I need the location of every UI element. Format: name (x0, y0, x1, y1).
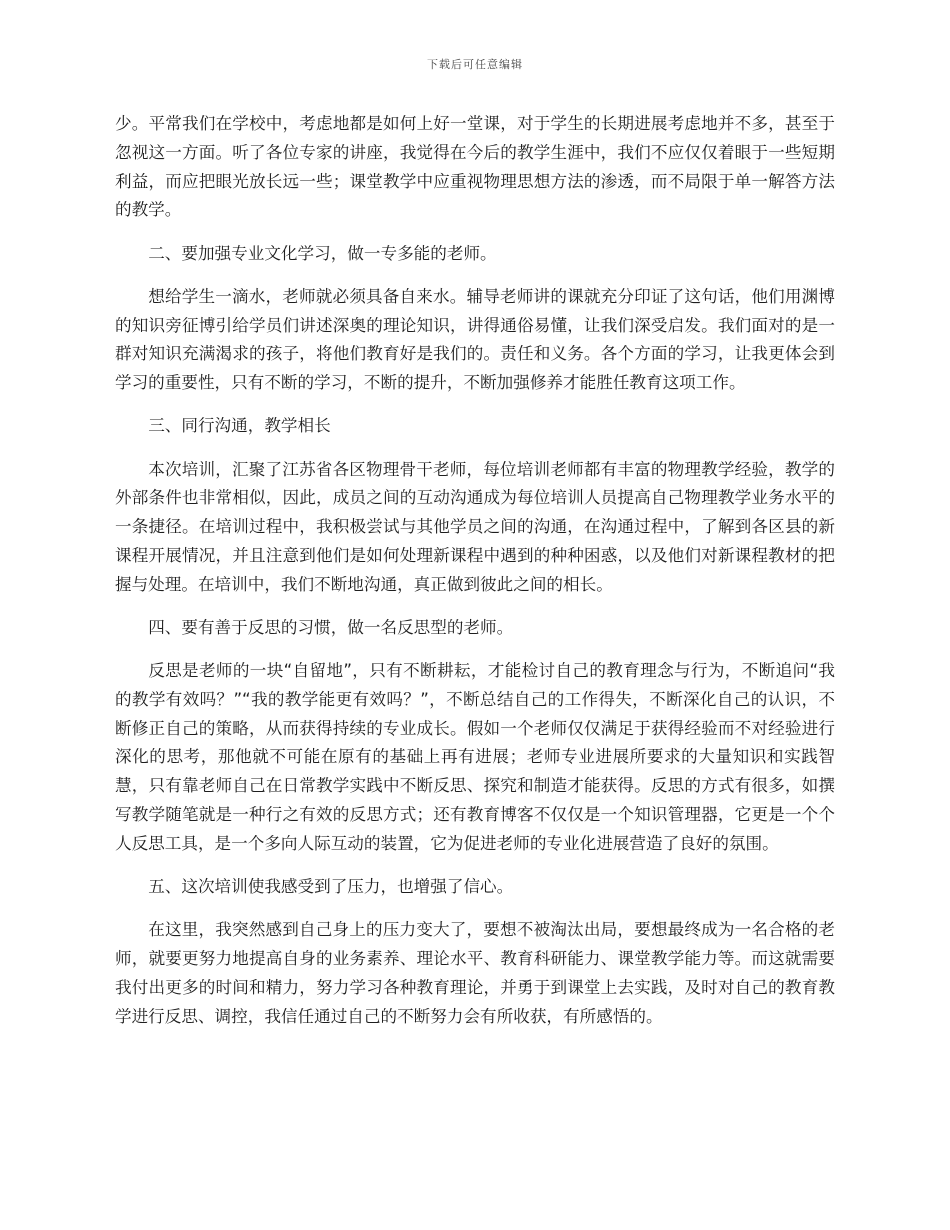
section-heading-4: 四、要有善于反思的习惯，做一名反思型的老师。 (148, 617, 514, 637)
document-body (115, 110, 835, 1046)
paragraph-peer-communication: 本次培训，汇聚了江苏省各区物理骨干老师，每位培训老师都有丰富的物理教学经验，教学的外部条件也非常相似，因此，成员之间的互动沟通成为每位培训人员提高自己物理教学业务水平的一条捷径。在培训过程中，我积极尝试与其他学员之间的沟通，在沟通过程中，了解到各区县的新课程开展情况，并且注意到他们是如何处理新课程中遇到的种种困惑，以及他们对新课程教材的把握与处理。在培训中，我们不断地沟通，真正做到彼此之间的相长。 (115, 459, 835, 594)
paragraph-pressure-confidence: 在这里，我突然感到自己身上的压力变大了，要想不被淘汰出局，要想最终成为一名合格的老师，就要更努力地提高自身的业务素养、理论水平、教育科研能力、课堂教学能力等。而这就需要我付出更多的时间和精力，努力学习各种教育理论，并勇于到课堂上去实践，及时对自己的教育教学进行反思、调控，我信任通过自己的不断努力会有所收获，有所感悟的。 (115, 920, 835, 1026)
section-heading-5: 五、这次培训使我感受到了压力，也增强了信心。 (148, 877, 514, 897)
section-heading-3: 三、同行沟通，教学相长 (148, 416, 331, 436)
section-heading-2: 二、要加强专业文化学习，做一专多能的老师。 (148, 243, 497, 263)
paragraph-reflection: 反思是老师的一块“自留地”，只有不断耕耘，才能检讨自己的教育理念与行为，不断追问“我的教学有效吗？”“我的教学能更有效吗？”，不断总结自己的工作得失，不断深化自己的认识，不断修正自己的策略，从而获得持续的专业成长。假如一个老师仅仅满足于获得经验而不对经验进行深化的思考，那他就不可能在原有的基础上再有进展；老师专业进展所要求的大量知识和实践智慧，只有靠老师自己在日常教学实践中不断反思、探究和制造才能获得。反思的方式有很多，如撰写教学随笔就是一种行之有效的反思方式；还有教育博客不仅仅是一个知识管理器，它更是一个个人反思工具，是一个多向人际互动的装置，它为促进老师的专业化进展营造了良好的氛围。 (115, 661, 835, 853)
paragraph-professional-learning: 想给学生一滴水，老师就必须具备自来水。辅导老师讲的课就充分印证了这句话，他们用渊博的知识旁征博引给学员们讲述深奥的理论知识，讲得通俗易懂，让我们深受启发。我们面对的是一群对知识充满渴求的孩子，将他们教育好是我们的。责任和义务。各个方面的学习，让我更体会到学习的重要性，只有不断的学习，不断的提升，不断加强修养才能胜任教育这项工作。 (115, 286, 835, 393)
page-header: 下载后可任意编辑 (427, 58, 523, 71)
paragraph-continuation: 少。平常我们在学校中，考虑地都是如何上好一堂课，对于学生的长期进展考虑地并不多，甚至于忽视这一方面。听了各位专家的讲座，我觉得在今后的教学生涯中，我们不应仅仅着眼于一些短期利益，而应把眼光放长远一些；课堂教学中应重视物理思想方法的渗透，而不局限于单一解答方法的教学。 (115, 114, 835, 220)
